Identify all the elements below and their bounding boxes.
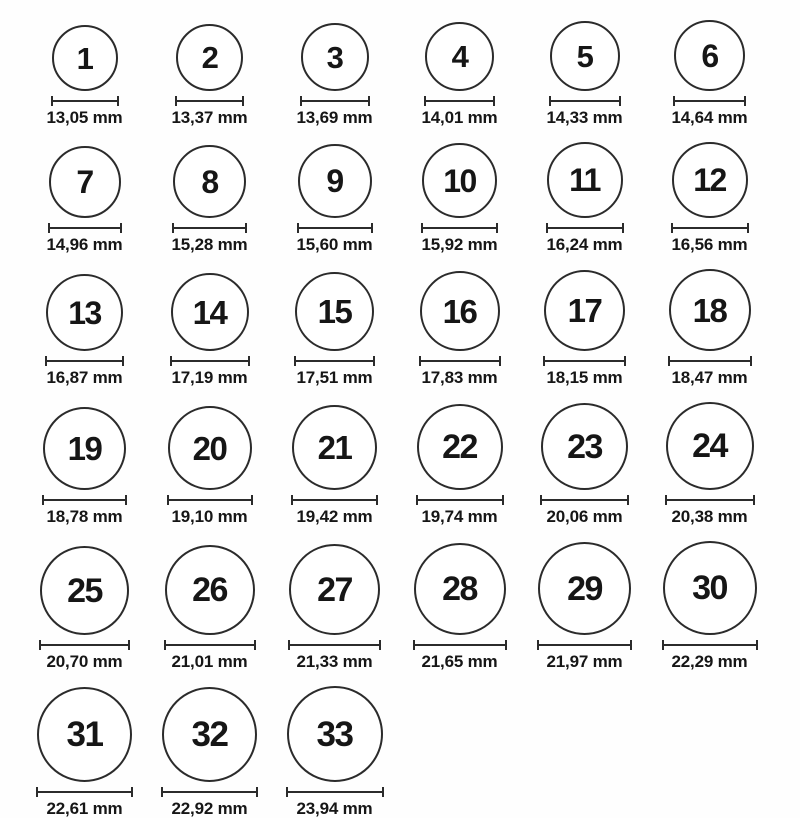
diameter-measure-line (413, 640, 507, 650)
ring-size-item (22, 407, 147, 525)
diameter-measure-line (419, 356, 501, 366)
diameter-label: 21,65 mm (421, 652, 498, 671)
diameter-label: 20,06 mm (546, 507, 623, 526)
diameter-label: 19,10 mm (171, 507, 248, 526)
ring-size-item (272, 686, 397, 817)
ring-size-item (272, 405, 397, 525)
ring-size-item (147, 145, 272, 253)
ring-circle (165, 545, 255, 635)
ring-circle (422, 143, 497, 218)
diameter-label: 23,94 mm (296, 799, 373, 818)
ring-size-item (522, 21, 647, 126)
ring-size-item (272, 272, 397, 386)
ring-size-item (22, 546, 147, 670)
diameter-measure-line (543, 356, 626, 366)
diameter-measure-line (164, 640, 256, 650)
diameter-label: 17,83 mm (421, 368, 498, 387)
chart-row (22, 686, 800, 817)
ring-size-item (22, 146, 147, 253)
ring-size-number: 16 (442, 292, 477, 330)
diameter-measure-line (416, 495, 504, 505)
diameter-measure-line (546, 223, 624, 233)
ring-size-number: 29 (567, 569, 602, 608)
diameter-measure-line (288, 640, 381, 650)
diameter-measure-line (161, 787, 258, 797)
ring-size-number: 27 (317, 570, 352, 609)
ring-circle (550, 21, 620, 91)
ring-size-number: 11 (569, 162, 600, 198)
ring-size-item (647, 20, 772, 126)
chart-row (22, 142, 800, 253)
ring-size-number: 20 (192, 429, 227, 467)
ring-circle (544, 270, 625, 351)
ring-size-number: 23 (567, 427, 602, 466)
diameter-measure-line (167, 495, 253, 505)
ring-circle (547, 142, 623, 218)
ring-circle (289, 544, 380, 635)
ring-size-item (522, 403, 647, 525)
ring-circle (49, 146, 121, 218)
diameter-measure-line (540, 495, 629, 505)
diameter-measure-line (421, 223, 498, 233)
diameter-label: 18,15 mm (546, 368, 623, 387)
ring-circle (173, 145, 246, 218)
diameter-measure-line (673, 96, 746, 106)
chart-row (22, 541, 800, 670)
ring-size-item (647, 142, 772, 253)
ring-circle (672, 142, 748, 218)
ring-size-number: 6 (701, 37, 718, 74)
diameter-measure-line (170, 356, 250, 366)
ring-size-number: 31 (66, 715, 103, 754)
diameter-measure-line (671, 223, 749, 233)
ring-circle (541, 403, 628, 490)
ring-circle (417, 404, 503, 490)
diameter-label: 21,33 mm (296, 652, 373, 671)
ring-size-number: 21 (317, 429, 352, 466)
ring-circle (666, 402, 754, 490)
ring-circle (40, 546, 129, 635)
diameter-measure-line (45, 356, 124, 366)
ring-circle (674, 20, 745, 91)
ring-size-number: 19 (67, 430, 102, 467)
diameter-label: 13,37 mm (171, 108, 248, 127)
ring-size-number: 28 (442, 570, 477, 608)
diameter-label: 22,92 mm (171, 799, 248, 818)
ring-size-number: 24 (692, 427, 727, 465)
ring-size-number: 3 (326, 39, 343, 75)
ring-size-number: 8 (201, 163, 218, 200)
diameter-measure-line (175, 96, 244, 106)
ring-size-item (22, 687, 147, 817)
ring-size-item (147, 24, 272, 126)
diameter-measure-line (537, 640, 632, 650)
diameter-label: 19,74 mm (421, 507, 498, 526)
ring-size-item (397, 22, 522, 126)
ring-circle (171, 273, 249, 351)
ring-size-item (397, 143, 522, 253)
diameter-label: 15,92 mm (421, 235, 498, 254)
diameter-label: 16,56 mm (671, 235, 748, 254)
diameter-measure-line (668, 356, 752, 366)
diameter-measure-line (297, 223, 373, 233)
diameter-label: 18,78 mm (46, 507, 123, 526)
chart-row (22, 20, 800, 126)
diameter-measure-line (300, 96, 370, 106)
ring-size-number: 9 (326, 163, 343, 199)
ring-size-item (272, 23, 397, 126)
chart-row (22, 269, 800, 386)
diameter-measure-line (424, 96, 495, 106)
ring-size-item (522, 542, 647, 670)
ring-circle (298, 144, 372, 218)
diameter-label: 20,70 mm (46, 652, 123, 671)
diameter-measure-line (294, 356, 375, 366)
diameter-label: 14,33 mm (546, 108, 623, 127)
diameter-label: 20,38 mm (671, 507, 748, 526)
ring-circle (663, 541, 757, 635)
ring-size-number: 30 (692, 569, 727, 607)
ring-size-number: 17 (567, 292, 602, 329)
diameter-label: 22,61 mm (46, 799, 123, 818)
ring-size-number: 15 (317, 293, 352, 330)
diameter-measure-line (286, 787, 384, 797)
ring-size-item (397, 543, 522, 670)
ring-size-item (147, 687, 272, 817)
ring-size-item (647, 269, 772, 386)
ring-circle (538, 542, 631, 635)
ring-size-number: 14 (192, 293, 227, 331)
diameter-label: 19,42 mm (296, 507, 373, 526)
diameter-label: 14,64 mm (671, 108, 748, 127)
diameter-label: 16,24 mm (546, 235, 623, 254)
diameter-measure-line (172, 223, 247, 233)
ring-circle (168, 406, 252, 490)
diameter-label: 15,60 mm (296, 235, 373, 254)
ring-circle (287, 686, 383, 782)
diameter-label: 14,01 mm (421, 108, 498, 127)
diameter-label: 13,69 mm (296, 108, 373, 127)
ring-circle (43, 407, 126, 490)
ring-circle (46, 274, 123, 351)
diameter-measure-line (291, 495, 378, 505)
ring-size-number: 26 (192, 571, 227, 609)
diameter-label: 16,87 mm (46, 368, 123, 387)
ring-size-number: 2 (201, 40, 218, 75)
ring-size-item (397, 271, 522, 386)
ring-size-number: 10 (443, 162, 476, 199)
diameter-label: 21,97 mm (546, 652, 623, 671)
diameter-measure-line (549, 96, 621, 106)
ring-circle (420, 271, 500, 351)
ring-size-item (22, 274, 147, 386)
ring-size-number: 18 (692, 291, 727, 329)
ring-size-item (522, 270, 647, 386)
diameter-label: 22,29 mm (671, 652, 748, 671)
ring-circle (162, 687, 257, 782)
diameter-label: 15,28 mm (171, 235, 248, 254)
ring-circle (295, 272, 374, 351)
diameter-label: 18,47 mm (671, 368, 748, 387)
ring-circle (414, 543, 506, 635)
ring-size-number: 33 (316, 714, 353, 754)
ring-size-item (272, 144, 397, 253)
diameter-label: 17,51 mm (296, 368, 373, 387)
ring-size-item (147, 273, 272, 386)
diameter-measure-line (36, 787, 133, 797)
diameter-label: 13,05 mm (46, 108, 123, 127)
ring-size-item (147, 545, 272, 670)
diameter-measure-line (51, 96, 119, 106)
diameter-measure-line (39, 640, 130, 650)
ring-size-number: 7 (76, 164, 93, 200)
ring-circle (669, 269, 751, 351)
ring-size-number: 32 (191, 715, 228, 754)
ring-size-item (397, 404, 522, 525)
ring-circle (176, 24, 243, 91)
ring-size-item (22, 25, 147, 126)
ring-size-number: 22 (442, 428, 477, 466)
ring-size-item (647, 402, 772, 525)
diameter-label: 17,19 mm (171, 368, 248, 387)
ring-size-number: 12 (693, 162, 726, 198)
diameter-measure-line (42, 495, 127, 505)
ring-size-number: 25 (67, 571, 102, 610)
ring-size-item (272, 544, 397, 670)
ring-size-item (647, 541, 772, 670)
ring-circle (425, 22, 494, 91)
ring-size-item (522, 142, 647, 253)
diameter-label: 21,01 mm (171, 652, 248, 671)
diameter-measure-line (662, 640, 758, 650)
ring-circle (52, 25, 118, 91)
ring-size-number: 13 (68, 294, 101, 331)
ring-circle (37, 687, 132, 782)
ring-size-number: 5 (576, 38, 593, 74)
diameter-measure-line (48, 223, 122, 233)
ring-size-item (147, 406, 272, 525)
chart-row (22, 402, 800, 525)
ring-circle (301, 23, 369, 91)
diameter-label: 14,96 mm (46, 235, 123, 254)
ring-size-number: 4 (451, 39, 468, 74)
diameter-measure-line (665, 495, 755, 505)
ring-circle (292, 405, 377, 490)
ring-size-number: 1 (76, 40, 93, 76)
